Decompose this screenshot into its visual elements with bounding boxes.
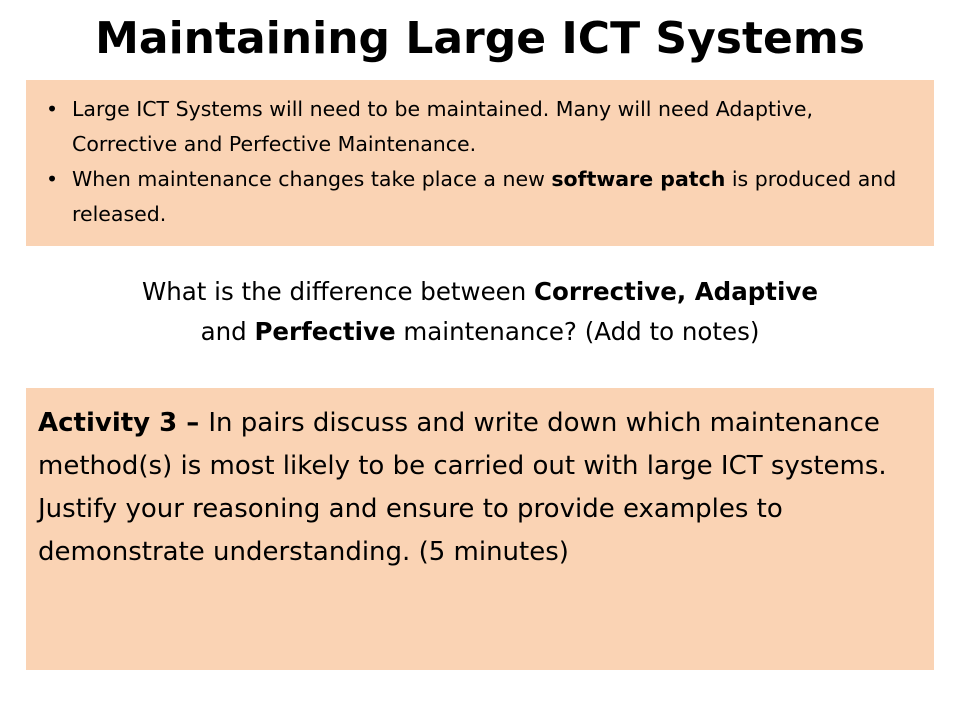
question-suffix: maintenance? (Add to notes) bbox=[395, 317, 760, 346]
slide-title: Maintaining Large ICT Systems bbox=[95, 13, 865, 64]
activity-label: Activity 3 – bbox=[38, 408, 209, 438]
bullet-dot-icon: • bbox=[46, 167, 59, 191]
key-points-box bbox=[26, 80, 934, 246]
question-middle: and bbox=[200, 317, 255, 346]
question-bold-term: Perfective bbox=[254, 317, 396, 346]
bullet-item bbox=[46, 92, 910, 162]
question-prefix: What is the difference between bbox=[142, 277, 535, 306]
discussion-question bbox=[40, 272, 920, 352]
bullet-text: Large ICT Systems will need to be maintained. Many will need Adaptive, Corrective and Perfective Maintenance. bbox=[72, 97, 814, 156]
bullet-text-after: is produced and released. bbox=[72, 167, 897, 226]
bullet-list bbox=[46, 92, 910, 232]
bullet-text-before: When maintenance changes take place a new bbox=[72, 167, 552, 191]
bullet-dot-icon: • bbox=[46, 97, 59, 121]
activity-text: In pairs discuss and write down which maintenance method(s) is most likely to be carried out with large ICT systems. Justify your reasoning and ensure to provide examples to demonstrate understanding. (5 minutes) bbox=[38, 408, 887, 567]
question-bold-terms: Corrective, Adaptive bbox=[534, 277, 818, 306]
bullet-bold-term: software patch bbox=[551, 167, 726, 191]
bullet-item bbox=[46, 162, 910, 232]
activity-box bbox=[26, 388, 934, 670]
